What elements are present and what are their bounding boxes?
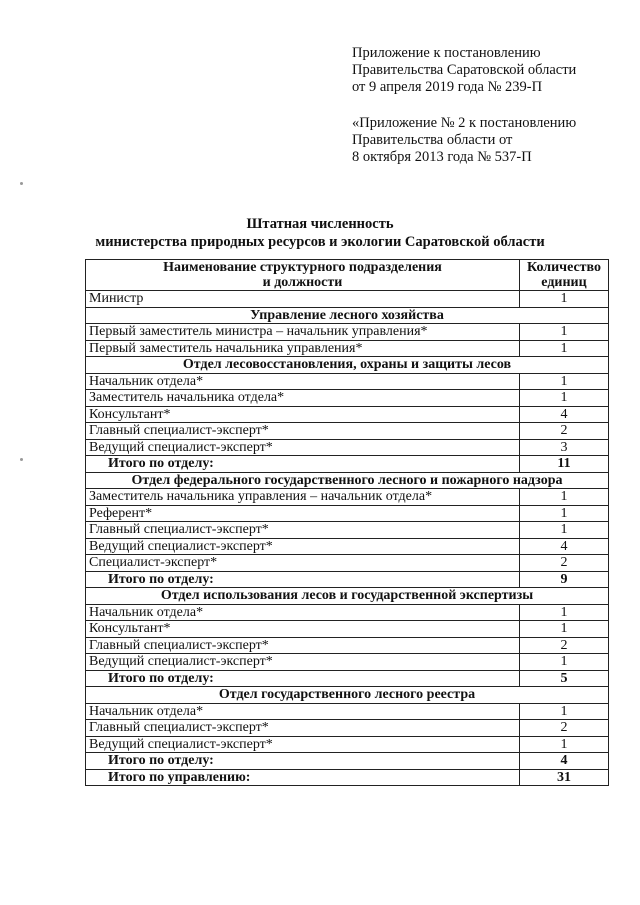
table-row [86, 720, 609, 737]
column-header-count [520, 260, 609, 291]
unit-count: 2 [520, 555, 609, 572]
unit-count: 4 [520, 538, 609, 555]
position-name: Ведущий специалист-эксперт* [86, 439, 520, 456]
header-line: 8 октября 2013 года № 537-П [352, 149, 532, 165]
unit-count: 5 [520, 670, 609, 687]
table-row [86, 555, 609, 572]
table-total-row [86, 769, 609, 786]
header-line: Приложение к постановлению [352, 45, 541, 61]
unit-count: 4 [520, 406, 609, 423]
column-header-count-line2: единиц [541, 275, 587, 290]
unit-count: 2 [520, 720, 609, 737]
table-section-row [86, 588, 609, 605]
position-name: Консультант* [86, 406, 520, 423]
position-name: Начальник отдела* [86, 604, 520, 621]
title-line-1: Штатная численность [246, 216, 394, 232]
unit-count: 31 [520, 769, 609, 786]
table-row [86, 637, 609, 654]
header-line: «Приложение № 2 к постановлению [352, 115, 577, 131]
table-header-row [86, 260, 609, 291]
table-row [86, 423, 609, 440]
table-section-row [86, 307, 609, 324]
unit-count: 1 [520, 505, 609, 522]
position-name: Начальник отдела* [86, 373, 520, 390]
position-name: Первый заместитель министра – начальник управления* [86, 324, 520, 341]
table-total-row [86, 571, 609, 588]
title-line-2: министерства природных ресурсов и экологии Саратовской области [95, 234, 545, 250]
scan-speck [20, 458, 23, 461]
unit-count: 1 [520, 522, 609, 539]
unit-count: 2 [520, 637, 609, 654]
position-name: Ведущий специалист-эксперт* [86, 538, 520, 555]
unit-count: 1 [520, 736, 609, 753]
document-header [352, 45, 576, 166]
unit-count: 9 [520, 571, 609, 588]
unit-count: 1 [520, 489, 609, 506]
unit-count: 11 [520, 456, 609, 473]
position-name: Главный специалист-эксперт* [86, 637, 520, 654]
position-name: Итого по отделу: [86, 753, 520, 770]
table-total-row [86, 753, 609, 770]
table-row [86, 522, 609, 539]
table-row [86, 291, 609, 308]
unit-count: 1 [520, 621, 609, 638]
unit-count: 3 [520, 439, 609, 456]
table-row [86, 621, 609, 638]
position-name: Итого по отделу: [86, 571, 520, 588]
table-row [86, 324, 609, 341]
unit-count: 1 [520, 604, 609, 621]
position-name: Заместитель начальника управления – начальник отдела* [86, 489, 520, 506]
section-title: Отдел лесовосстановления, охраны и защиты лесов [86, 357, 609, 374]
table-row [86, 505, 609, 522]
column-header-name [86, 260, 520, 291]
position-name: Референт* [86, 505, 520, 522]
unit-count: 1 [520, 390, 609, 407]
position-name: Главный специалист-эксперт* [86, 720, 520, 737]
position-name: Начальник отдела* [86, 703, 520, 720]
position-name: Консультант* [86, 621, 520, 638]
page-title [0, 215, 640, 251]
column-header-name-line1: Наименование структурного подразделения [163, 260, 442, 275]
position-name: Главный специалист-эксперт* [86, 522, 520, 539]
table-row [86, 373, 609, 390]
position-name: Заместитель начальника отдела* [86, 390, 520, 407]
table-total-row [86, 670, 609, 687]
section-title: Отдел государственного лесного реестра [86, 687, 609, 704]
header-line: Правительства Саратовской области [352, 62, 577, 78]
unit-count: 1 [520, 654, 609, 671]
section-title: Отдел использования лесов и государственной экспертизы [86, 588, 609, 605]
column-header-count-line1: Количество [526, 260, 602, 275]
table-section-row [86, 357, 609, 374]
unit-count: 2 [520, 423, 609, 440]
table-row [86, 340, 609, 357]
table-row [86, 604, 609, 621]
unit-count: 1 [520, 703, 609, 720]
table-row [86, 489, 609, 506]
position-name: Главный специалист-эксперт* [86, 423, 520, 440]
staff-table [85, 259, 609, 786]
section-title: Управление лесного хозяйства [86, 307, 609, 324]
header-line: от 9 апреля 2019 года № 239-П [352, 79, 543, 95]
table-section-row [86, 687, 609, 704]
table-row [86, 703, 609, 720]
unit-count: 1 [520, 340, 609, 357]
position-name: Первый заместитель начальника управления* [86, 340, 520, 357]
column-header-name-line2: и должности [262, 275, 343, 290]
table-row [86, 390, 609, 407]
header-line: Правительства области от [352, 132, 513, 148]
position-name: Ведущий специалист-эксперт* [86, 736, 520, 753]
position-name: Итого по управлению: [86, 769, 520, 786]
position-name: Ведущий специалист-эксперт* [86, 654, 520, 671]
table-row [86, 439, 609, 456]
unit-count: 1 [520, 373, 609, 390]
position-name: Итого по отделу: [86, 456, 520, 473]
table-row [86, 406, 609, 423]
table-row [86, 736, 609, 753]
unit-count: 1 [520, 324, 609, 341]
table-row [86, 538, 609, 555]
table-total-row [86, 456, 609, 473]
section-title: Отдел федерального государственного лесного и пожарного надзора [86, 472, 609, 489]
unit-count: 4 [520, 753, 609, 770]
position-name: Итого по отделу: [86, 670, 520, 687]
table-section-row [86, 472, 609, 489]
position-name: Министр [86, 291, 520, 308]
position-name: Специалист-эксперт* [86, 555, 520, 572]
unit-count: 1 [520, 291, 609, 308]
scan-speck [20, 182, 23, 185]
table-row [86, 654, 609, 671]
